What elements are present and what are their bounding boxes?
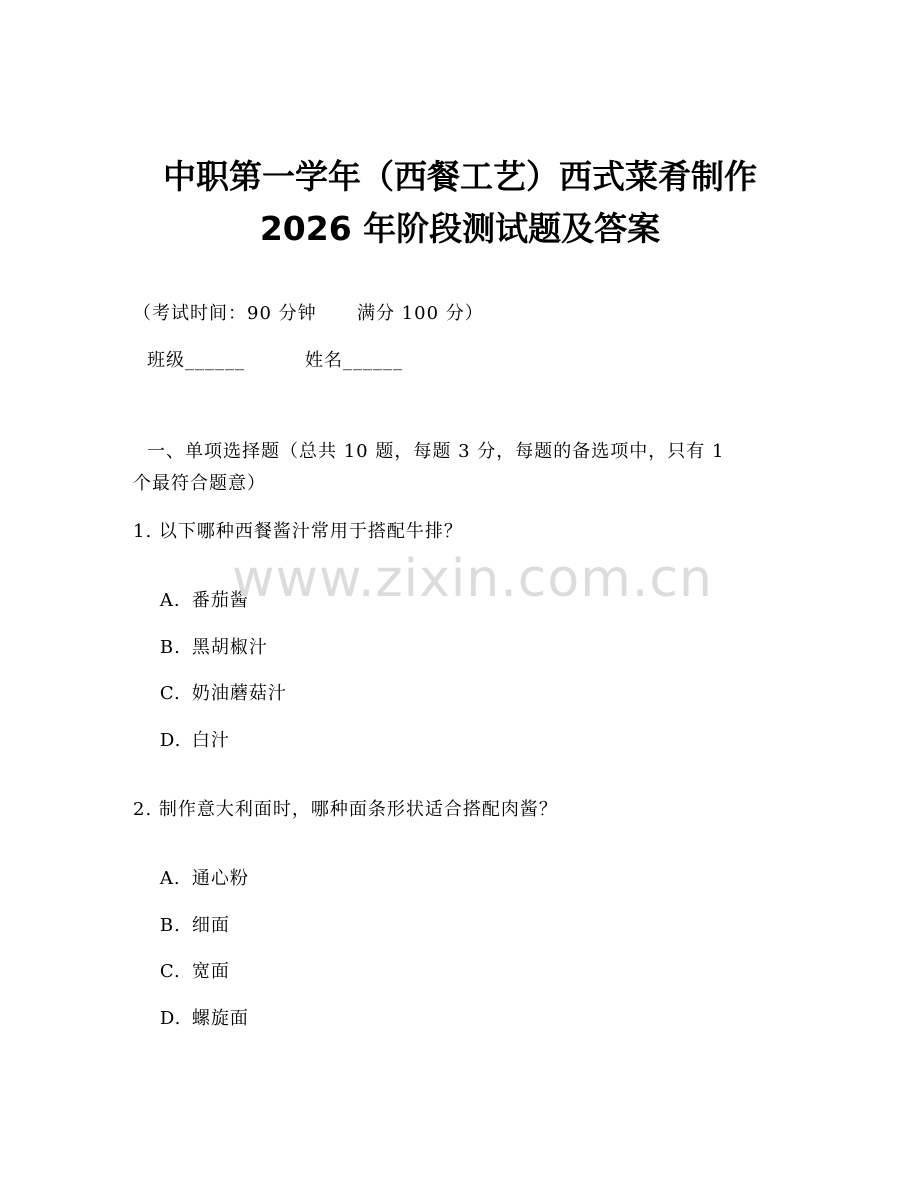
watermark: www.zixin.com.cn bbox=[232, 549, 713, 609]
option-letter: A. bbox=[159, 868, 181, 889]
question-option bbox=[133, 983, 249, 1055]
option-text: 白汁 bbox=[191, 730, 230, 751]
section-heading-line-1: 一、单项选择题（总共 10 题，每题 3 分，每题的备选项中，只有 1 bbox=[147, 441, 725, 462]
document-title-line-2: 2026 年阶段测试题及答案 bbox=[259, 209, 661, 248]
document-title-line-1: 中职第一学年（西餐工艺）西式菜肴制作 bbox=[163, 157, 757, 196]
question-stem: 1. 以下哪种西餐酱汁常用于搭配牛排？ bbox=[133, 521, 463, 542]
section-heading-line-2: 个最符合题意） bbox=[133, 473, 266, 494]
class-field: 班级______ bbox=[147, 350, 245, 371]
option-letter: C. bbox=[159, 683, 181, 704]
option-text: 螺旋面 bbox=[191, 1008, 249, 1029]
question-option bbox=[133, 705, 230, 777]
exam-info: （考试时间：90 分钟 满分 100 分） bbox=[133, 303, 484, 324]
option-letter: B. bbox=[159, 915, 181, 936]
option-text: 细面 bbox=[191, 915, 230, 936]
option-text: 宽面 bbox=[191, 961, 230, 982]
option-letter: A. bbox=[159, 590, 181, 611]
option-text: 番茄酱 bbox=[191, 590, 249, 611]
option-letter: D. bbox=[159, 1008, 182, 1029]
name-field: 姓名______ bbox=[305, 350, 403, 371]
option-letter: B. bbox=[159, 637, 181, 658]
question-stem: 2. 制作意大利面时，哪种面条形状适合搭配肉酱？ bbox=[133, 799, 558, 820]
option-text: 黑胡椒汁 bbox=[191, 637, 268, 658]
option-letter: D. bbox=[159, 730, 182, 751]
option-text: 通心粉 bbox=[191, 868, 249, 889]
option-letter: C. bbox=[159, 961, 181, 982]
option-text: 奶油蘑菇汁 bbox=[191, 683, 287, 704]
